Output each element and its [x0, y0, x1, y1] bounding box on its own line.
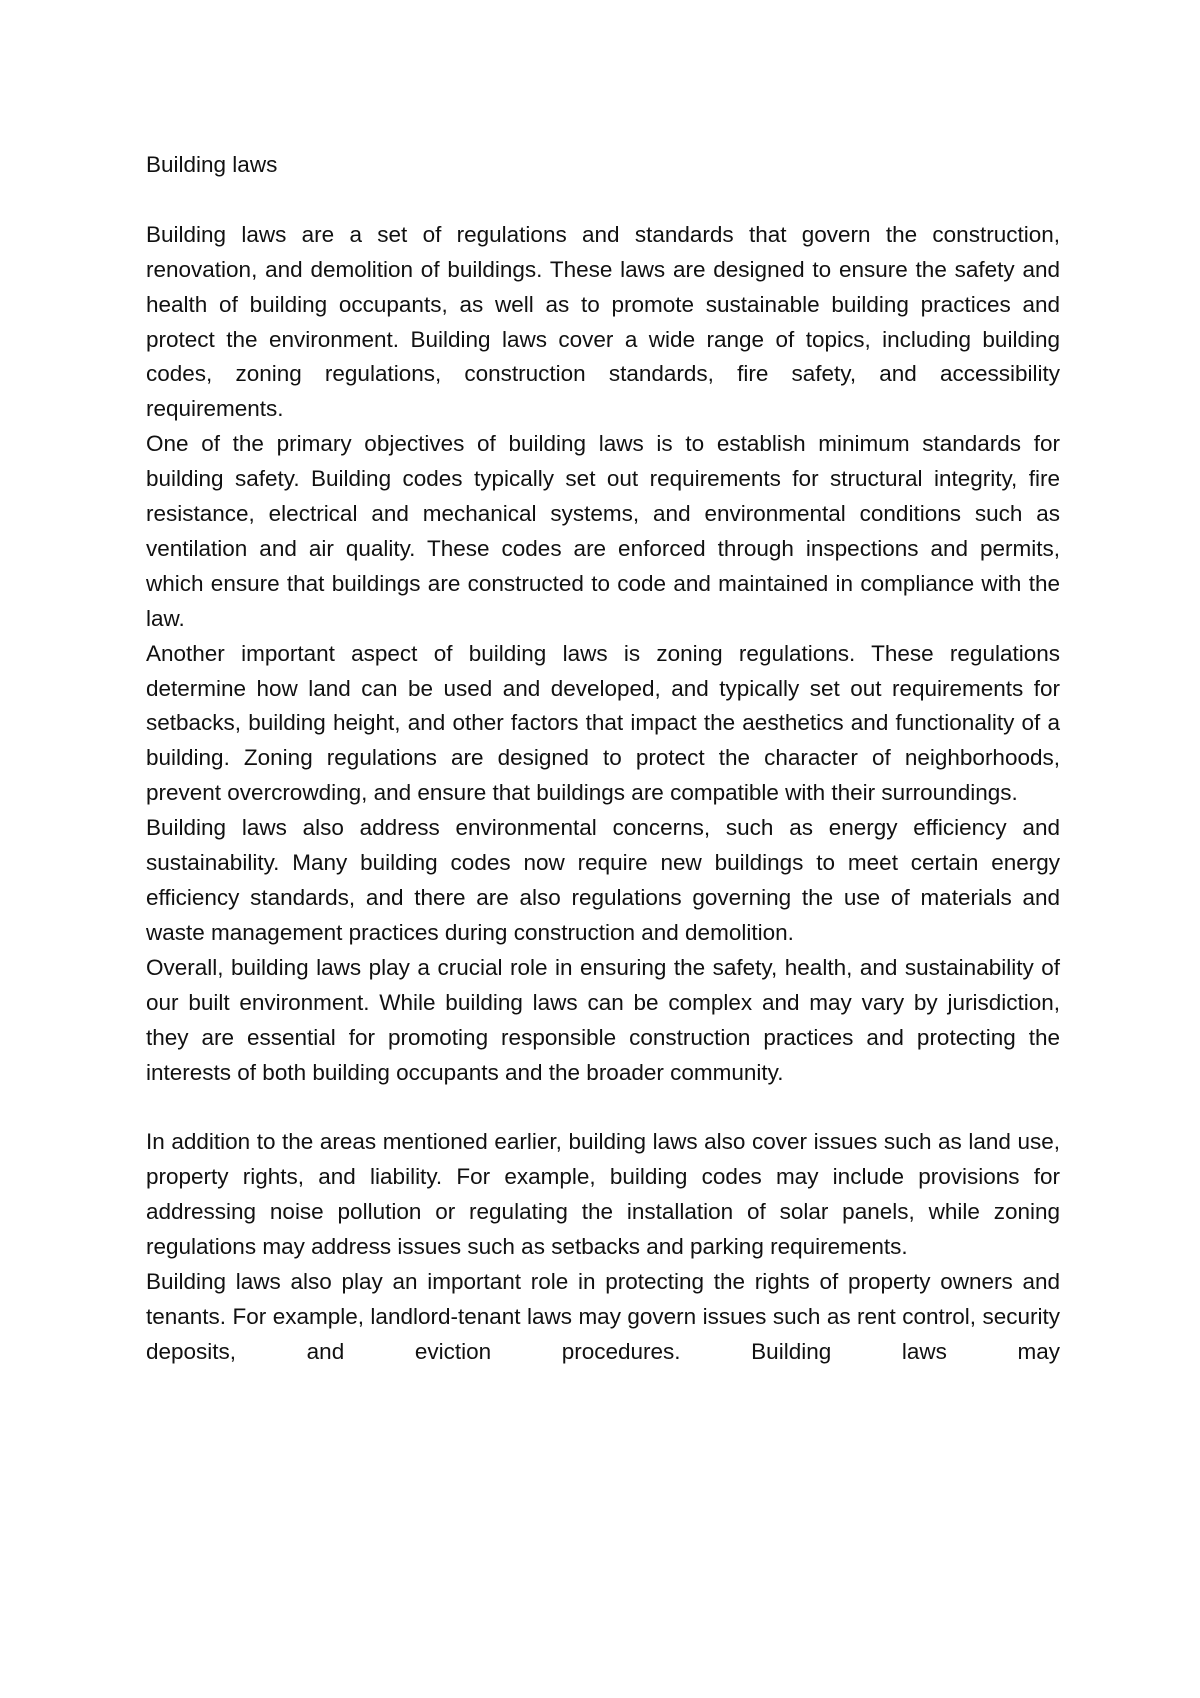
- paragraph-overall: Overall, building laws play a crucial role in ensuring the safety, health, and sustainability of our built environment. While building laws can be complex and may vary by jurisdiction, they are essential for promoting responsible construction practices and protecting the interests of both building occupants and the broader community.: [146, 954, 1060, 1085]
- blank-line: [146, 1090, 1060, 1125]
- paragraph-additional-areas: In addition to the areas mentioned earlier, building laws also cover issues such as land use, property rights, and liability. For example, building codes may include provisions for addressing noise pollution or regulating the installation of solar panels, while zoning regulations may address issues such as setbacks and parking requirements.: [146, 1129, 1060, 1260]
- paragraph-property-rights: Building laws also play an important role in protecting the rights of property owners and tenants. For example, landlord-tenant laws may govern issues such as rent control, security deposits, and eviction procedures. Building laws may: [146, 1268, 1060, 1364]
- blank-line: [146, 183, 1060, 218]
- paragraph-overview: Building laws are a set of regulations and standards that govern the construction, renovation, and demolition of buildings. These laws are designed to ensure the safety and health of building occupants, as well as to promote sustainable building practices and protect the environment. Building laws cover a wide range of topics, including building codes, zoning regulations, construction standards, fire safety, and accessibility requirements.: [146, 221, 1060, 422]
- paragraph-zoning: Another important aspect of building laws is zoning regulations. These regulations determine how land can be used and developed, and typically set out requirements for setbacks, building height, and other factors that impact the aesthetics and functionality of a building. Zoning regulations are designed to protect the character of neighborhoods, prevent overcrowding, and ensure that buildings are compatible with their surroundings.: [146, 640, 1060, 806]
- paragraph-safety-standards: One of the primary objectives of building laws is to establish minimum standards for building safety. Building codes typically set out requirements for structural integrity, fire resistance, electrical and mechanical systems, and environmental conditions such as ventilation and air quality. These codes are enforced through inspections and permits, which ensure that buildings are constructed to code and maintained in compliance with the law.: [146, 431, 1060, 631]
- document-title: Building laws: [146, 152, 278, 177]
- document-body: [146, 148, 1060, 1370]
- paragraph-environment: Building laws also address environmental concerns, such as energy efficiency and sustainability. Many building codes now require new buildings to meet certain energy efficiency standards, and there are also regulations governing the use of materials and waste management practices during construction and demolition.: [146, 815, 1060, 945]
